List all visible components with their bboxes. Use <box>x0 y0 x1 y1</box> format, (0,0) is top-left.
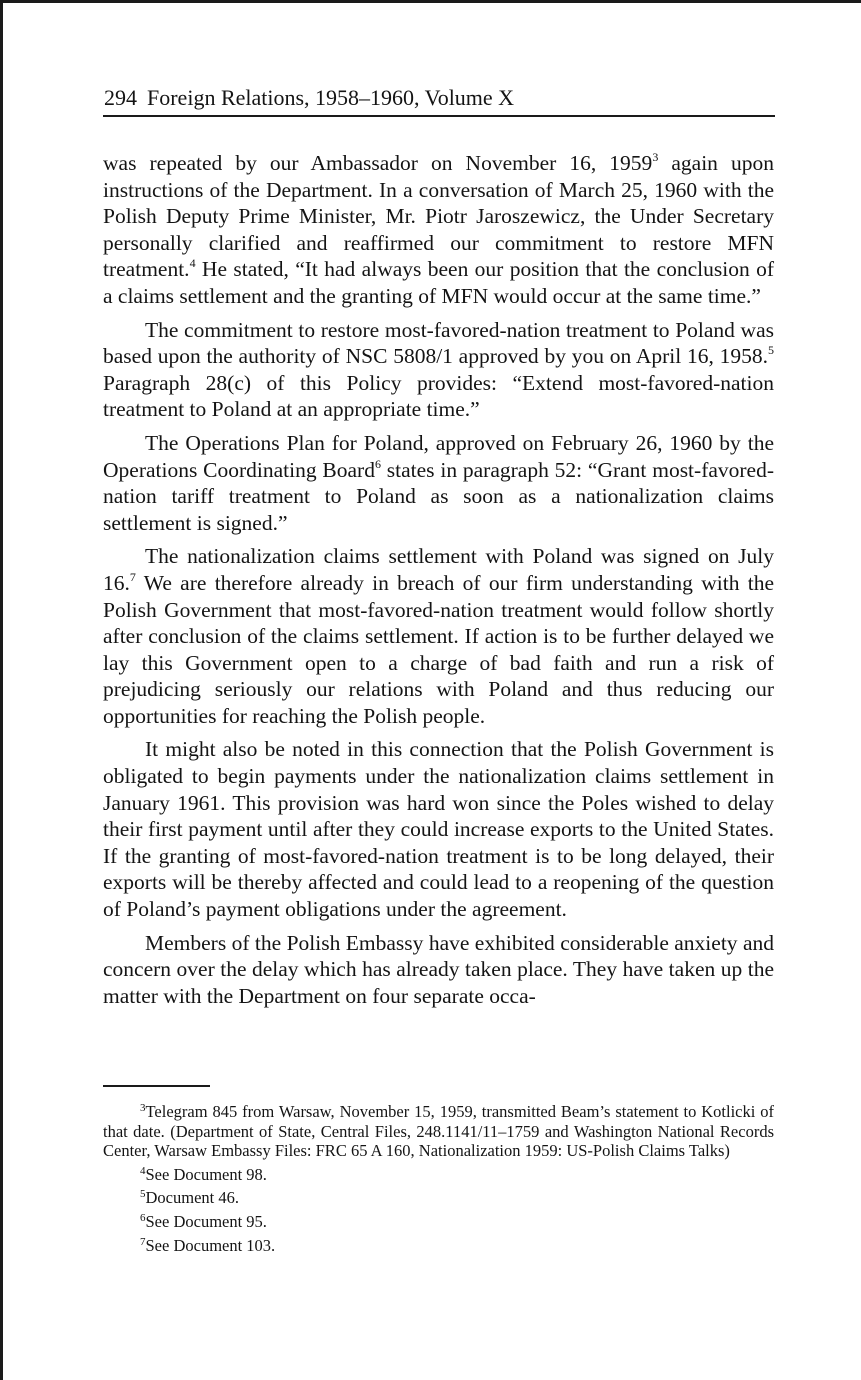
paragraph-3: The Operations Plan for Poland, approved on February 26, 1960 by the Operations Coordinating Board$^6$ states in paragraph 52: “Grant most-favored-nation tariff treatment to Poland as soon as a nationalization claims settlement is signed.” <box>103 430 775 535</box>
footnote-text: Telegram 845 from Warsaw, November 15, 1959, transmitted Beam’s statement to Kotlicki of that date. (Department of State, Central Files, 248.1141/11–1759 and Washington National Records Center, Warsaw Embassy Files: FRC 65 A 160, Nationalization 1959: US-Polish Claims Talks) <box>103 1102 774 1161</box>
footnote-ref-6: 6 <box>374 456 381 471</box>
paragraph-2: The commitment to restore most-favored-nation treatment to Poland was based upon the authority of NSC 5808/1 approved by you on April 16, 1958.$^5$ Paragraph 28(c) of this Policy provides: “Extend most-favored-nation treatment to Poland at an appropriate time.” <box>103 317 774 422</box>
paragraph-4: The nationalization claims settlement with Poland was signed on July 16.$^7$ We are therefore already in breach of our firm understanding with the Polish Government that most-favored-nation treatment would follow shortly after conclusion of the claims settlement. If action is to be further delayed we lay this Government open to a charge of bad faith and run a risk of prejudicing seriously our relations with Poland and thus reducing our opportunities for reaching the Polish people. <box>103 544 774 728</box>
footnotes <box>103 1102 774 1259</box>
footnote-text: See Document 98. <box>145 1164 267 1184</box>
footnote-number: 5 <box>140 1188 146 1201</box>
body-text <box>103 150 774 1016</box>
footnote-ref-4: 4 <box>189 256 196 271</box>
footnote-3 <box>103 1102 774 1161</box>
footnote-number: 3 <box>140 1102 146 1114</box>
scan-border-top <box>0 0 861 3</box>
footnote-4 <box>103 1165 774 1185</box>
footnote-5 <box>103 1188 774 1208</box>
footnote-ref-5: 5 <box>768 343 774 358</box>
running-title: Foreign Relations, 1958–1960, Volume X <box>147 85 515 110</box>
footnote-7 <box>103 1236 774 1256</box>
paragraph-6: Members of the Polish Embassy have exhibited considerable anxiety and concern over the delay which has already taken place. They have taken up the matter with the Department on four separate occa- <box>103 930 774 1008</box>
header-rule <box>103 115 775 117</box>
footnote-6 <box>103 1212 774 1232</box>
footnote-ref-7: 7 <box>129 569 136 584</box>
footnote-separator <box>103 1085 210 1087</box>
running-header <box>104 84 774 112</box>
scan-border-left <box>0 0 3 1380</box>
footnote-number: 6 <box>140 1211 146 1224</box>
paragraph-1: was repeated by our Ambassador on November 16, 1959$^3$ again upon instructions of the Department. In a conversation of March 25, 1960 with the Polish Deputy Prime Minister, Mr. Piotr Jaroszewicz, the Under Secretary personally clarified and reaffirmed our commitment to restore MFN treatment.$^4$ He stated, “It had always been our position that the conclusion of a claims settlement and the granting of MFN would occur at the same time.” <box>103 150 774 308</box>
footnote-text: See Document 103. <box>145 1235 276 1255</box>
footnote-number: 7 <box>140 1235 146 1248</box>
footnote-text: See Document 95. <box>145 1211 267 1231</box>
footnote-text: Document 46. <box>145 1188 239 1208</box>
page-number: 294 <box>104 85 137 110</box>
footnote-number: 4 <box>140 1164 146 1177</box>
paragraph-5: It might also be noted in this connection that the Polish Government is obligated to begin payments under the nationalization claims settlement in January 1961. This provision was hard won since the Poles wished to delay their first payment until after they could increase exports to the United States. If the granting of most-favored-nation treatment is to be long delayed, their exports will be thereby affected and could lead to a reopening of the question of Poland’s payment obligations under the agreement. <box>103 737 774 922</box>
footnote-ref-3: 3 <box>652 150 659 164</box>
